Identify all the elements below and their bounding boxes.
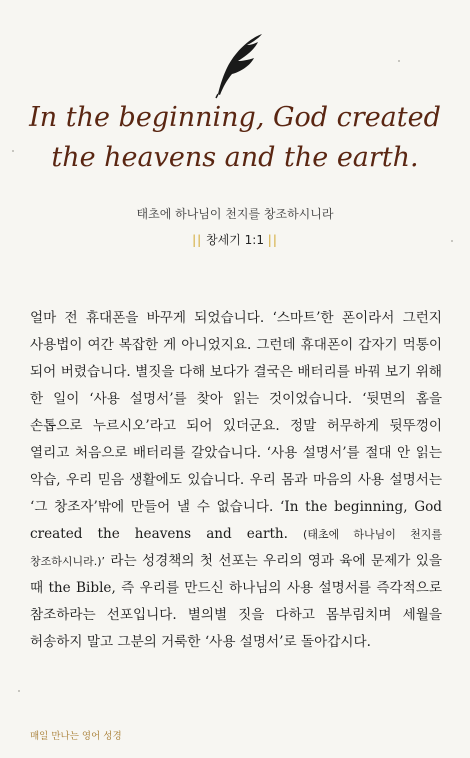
body-inline-translation: (태초에 하나님이 천지를 창조하시니라.)’ [30,528,443,568]
paper-speck [18,690,20,692]
title-line-1: In the beginning, God created [29,102,441,133]
korean-verse-translation: 태초에 하나님이 천지를 창조하시니라 [136,207,334,221]
reference-bar-left: || [192,233,203,247]
quill-pen-icon [210,30,270,100]
body-part-1: 얼마 전 휴대폰을 바꾸게 되었습니다. ‘스마트’한 폰이라서 그런지 사용법이 여간 복잡한 게 아니었지요. 그런데 휴대폰이 갑자기 먹통이 되어 버렸습니다. 별짓을 다해 보다가 결국은 배터리를 바꿔 보기 위해 한 일이 ‘사용 설명서’를 찾아 읽는 것이었습니다. ‘뒷면의 홈을 손톱으로 누르시오’라고 되어 있더군요. 정말 허무하게 뒷뚜껑이 열리고 처음으로 배터리를 갈았습니다. ‘사용 설명서’를 절대 안 읽는 악습, 우리 믿음 생활에도 있습니다. 우리 몸과 마음의 사용 설명서는 ‘그 창조자’밖에 만들어 낼 수 없습니다. ‘In the beginning, God created the heavens and earth. [30,310,442,542]
body-part-3: 라는 성경책의 첫 선포는 우리의 영과 육에 문제가 있을 때 the Bible, 즉 우리를 만드신 하나님의 사용 설명서를 즉각적으로 참조하라는 선포입니다. 별의별 짓을 다하고 몸부림치며 세월을 허송하지 말고 그분의 거룩한 ‘사용 설명서’로 돌아갑시다. [30,553,442,650]
paper-speck [451,240,453,242]
reference-bar-right: || [267,233,278,247]
paper-speck [12,150,14,152]
paper-speck [398,60,400,62]
devotional-body [30,305,442,656]
verse-reference [0,231,470,248]
reference-text: 창세기 1:1 [206,233,264,247]
book-footer-title: 매일 만나는 영어 성경 [30,731,122,742]
page-title [0,98,470,178]
title-line-2: the heavens and the earth. [51,142,419,173]
